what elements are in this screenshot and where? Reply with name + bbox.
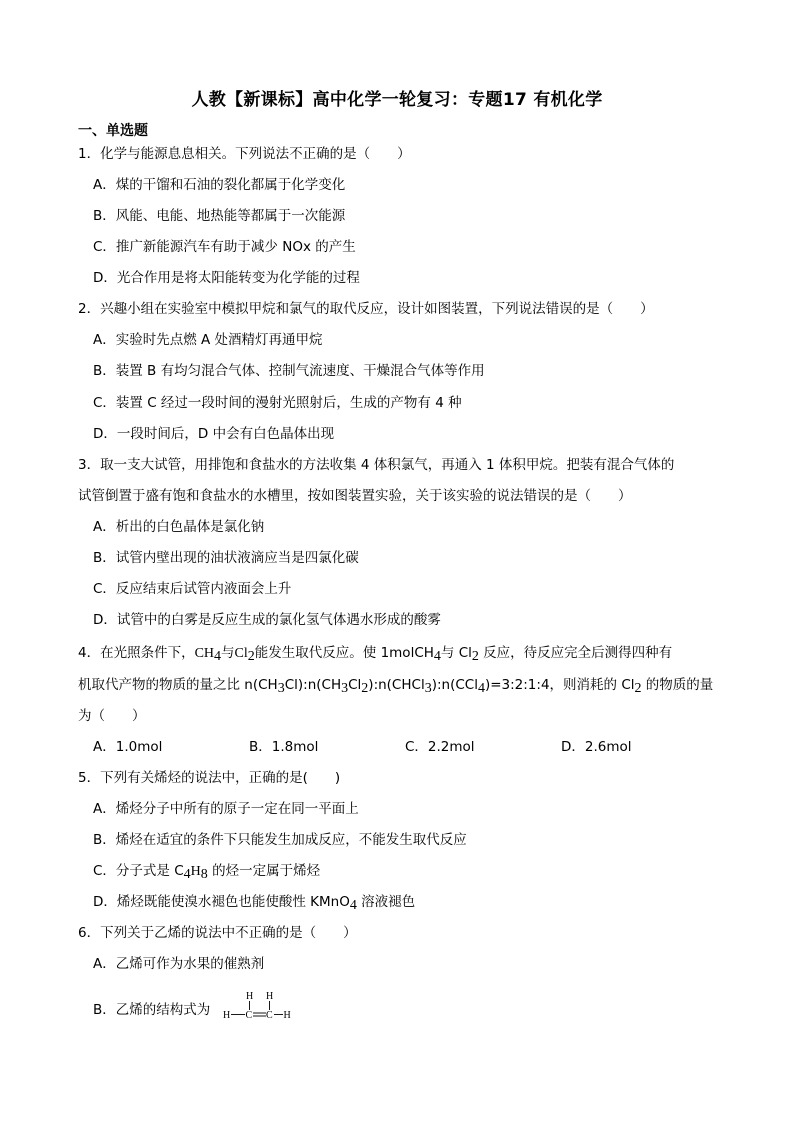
ethylene-structural-formula [219,990,297,1030]
atom-h-right: H [283,1010,291,1021]
question-2-stem: 2．兴趣小组在实验室中模拟甲烷和氯气的取代反应，设计如图装置，下列说法错误的是（ ） [78,301,654,317]
question-5-option-d: D．烯烃既能使溴水褪色也能使酸性 KMnO$_4$ 溶液褪色 [93,894,416,913]
page-title: 人教【新课标】高中化学一轮复习：专题17 有机化学 [191,90,603,110]
question-4-stem-line3: 为（ ） [78,708,146,724]
atom-h-left: H [222,1010,230,1021]
question-4-options [93,737,632,757]
question-3-option-c: C．反应结束后试管内液面会上升 [93,581,292,597]
atom-c-left: C [245,1010,252,1021]
atom-h-top-right: H [265,991,273,1002]
atom-c-right: C [265,1010,273,1021]
question-1-option-a: A．煤的干馏和石油的裂化都属于化学变化 [93,177,346,193]
question-6-option-b: B．乙烯的结构式为 H H H C C H [93,990,297,1030]
question-3-stem-line1: 3．取一支大试管，用排饱和食盐水的方法收集 4 体积氯气，再通入 1 体积甲烷。把装有混合气体的 [78,457,675,473]
question-5-option-a: A．烯烃分子中所有的原子一定在同一平面上 [93,801,359,817]
question-3-option-a: A．析出的白色晶体是氯化钠 [93,519,265,535]
question-1-stem: 1．化学与能源息息相关。下列说法不正确的是（ ） [78,146,411,162]
question-6-stem: 6．下列关于乙烯的说法中不正确的是（ ） [78,925,357,941]
question-1-option-c: C．推广新能源汽车有助于减少 NOx 的产生 [93,239,356,255]
question-2-option-b: B．装置 B 有均匀混合气体、控制气流速度、干燥混合气体等作用 [93,363,485,379]
question-2-option-d: D．一段时间后，D 中会有白色晶体出现 [93,426,335,442]
question-3-option-b: B．试管内壁出现的油状液滴应当是四氯化碳 [93,550,359,566]
question-6-option-a: A．乙烯可作为水果的催熟剂 [93,956,265,972]
section-heading: 一、单选题 [78,123,148,139]
question-4-option-a: A．1.0mol [93,739,163,755]
question-2-option-c: C．装置 C 经过一段时间的漫射光照射后，生成的产物有 4 种 [93,395,462,411]
question-3-stem-line2: 试管倒置于盛有饱和食盐水的水槽里，按如图装置实验，关于该实验的说法错误的是（ ） [78,488,632,504]
question-4-option-c: C．2.2mol [405,739,475,755]
question-5-stem: 5．下列有关烯烃的说法中，正确的是( ) [78,770,341,786]
question-4-option-b: B．1.8mol [249,739,319,755]
question-5-option-c: C．分子式是 $C_4H_8$ 的烃一定属于烯烃 [93,863,321,882]
question-4-stem-line2: 机取代产物的物质的量之比 $n(CH_3Cl):n(CH_3Cl_2):n(CHCl_3):n(CCl_4)=3:2:1:4$，则消耗的 $Cl_2$ 的物质的量 [78,677,714,696]
atom-h-top-left: H [245,991,253,1002]
question-3-option-d: D．试管中的白雾是反应生成的氯化氢气体遇水形成的酸雾 [93,612,441,628]
question-1-option-b: B．风能、电能、地热能等都属于一次能源 [93,208,346,224]
question-1-option-d: D．光合作用是将太阳能转变为化学能的过程 [93,270,360,286]
question-4-stem-line1: 4．在光照条件下，$CH_4$与$Cl_2$能发生取代反应。使 1molCH$_4$与 $Cl_2$ 反应，待反应完全后测得四种有 [78,645,673,664]
question-2-option-a: A．实验时先点燃 A 处酒精灯再通甲烷 [93,332,323,348]
question-4-option-d: D．2.6mol [561,739,632,755]
question-5-option-b: B．烯烃在适宜的条件下只能发生加成反应，不能发生取代反应 [93,832,467,848]
